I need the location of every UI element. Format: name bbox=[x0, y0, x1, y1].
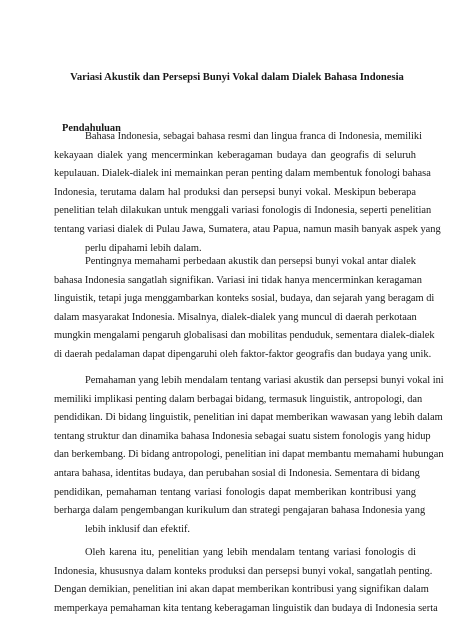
paragraph-line: di daerah pedalaman dapat dipengaruhi oleh faktor-faktor geografis dan budaya yang unik. bbox=[54, 348, 432, 360]
paragraph-line: pendidikan, pemahaman tentang variasi fonologis dapat memberikan kontribusi yang bbox=[54, 486, 416, 498]
paragraph-line: Dengan demikian, penelitian ini akan dapat memberikan kontribusi yang signifikan dalam bbox=[54, 584, 429, 596]
paragraph-line: linguistik, tetapi juga menggambarkan konteks sosial, budaya, dan sejarah yang beragam di bbox=[54, 293, 435, 305]
paragraph-1 bbox=[54, 128, 441, 258]
paragraph-4 bbox=[54, 544, 438, 618]
paragraph-2 bbox=[54, 253, 435, 365]
paragraph-line: dalam masyarakat Indonesia. Misalnya, dialek-dialek yang muncul di daerah perkotaan bbox=[54, 311, 417, 323]
paragraph-line: Bahasa Indonesia, sebagai bahasa resmi dan lingua franca di Indonesia, memiliki bbox=[85, 131, 423, 142]
paragraph-3 bbox=[54, 372, 444, 539]
paragraph-line: Oleh karena itu, penelitian yang lebih mendalam tentang variasi fonologis di bbox=[85, 547, 416, 558]
paragraph-line: antara bahasa, identitas budaya, dan perubahan sosial di Indonesia. Sementara di bidang bbox=[54, 467, 420, 479]
paragraph-line: perlu dipahami lebih dalam. bbox=[85, 242, 202, 254]
paragraph-line: memperkaya pemahaman kita tentang keberagaman linguistik dan budaya di Indonesia serta bbox=[54, 602, 438, 614]
paragraph-line: bahasa Indonesia sangatlah signifikan. Variasi ini tidak hanya mencerminkan keragaman bbox=[54, 274, 422, 286]
paragraph-line: memiliki implikasi penting dalam berbagai bidang, termasuk linguistik, antropologi, dan bbox=[54, 393, 423, 405]
document-title: Variasi Akustik dan Persepsi Bunyi Vokal dalam Dialek Bahasa Indonesia bbox=[70, 72, 404, 83]
paragraph-line: mungkin mengalami pengaruh globalisasi dan mobilitas penduduk, sementara dialek-dialek bbox=[54, 330, 435, 342]
paragraph-line: Pentingnya memahami perbedaan akustik dan persepsi bunyi vokal antar dialek bbox=[85, 256, 416, 267]
paragraph-line: penelitian telah dilakukan untuk menggali variasi fonologis di Indonesia, seperti penelitian bbox=[54, 205, 432, 217]
paragraph-line: Indonesia, terutama dalam hal produksi dan persepsi bunyi vokal. Meskipun beberapa bbox=[54, 186, 416, 198]
paragraph-line: lebih inklusif dan efektif. bbox=[85, 523, 191, 535]
paragraph-line: pendidikan. Di bidang linguistik, penelitian ini dapat memberikan wawasan yang lebih dalam bbox=[54, 412, 443, 424]
paragraph-line: tentang struktur dan dinamika bahasa Indonesia sebagai suatu sistem fonologis yang hidup bbox=[54, 430, 431, 442]
paragraph-line: tentang variasi dialek di Pulau Jawa, Sumatera, atau Papua, namun masih banyak aspek yang bbox=[54, 223, 441, 235]
paragraph-line: kepulauan. Dialek-dialek ini memainkan peran penting dalam membentuk fonologi bahasa bbox=[54, 168, 431, 180]
paragraph-line: berharga dalam pengembangan kurikulum dan strategi pengajaran bahasa Indonesia yang bbox=[54, 505, 426, 517]
paragraph-line: dan berkembang. Di bidang antropologi, penelitian ini dapat membantu memahami hubungan bbox=[54, 449, 444, 461]
paragraph-line: Pemahaman yang lebih mendalam tentang variasi akustik dan persepsi bunyi vokal ini bbox=[85, 375, 444, 386]
paragraph-line: kekayaan dialek yang mencerminkan keberagaman budaya dan geografis di seluruh bbox=[54, 149, 416, 161]
paragraph-line: Indonesia, khususnya dalam konteks produksi dan persepsi bunyi vokal, sangatlah penting. bbox=[54, 565, 433, 577]
section-heading: Pendahuluan bbox=[62, 123, 121, 134]
